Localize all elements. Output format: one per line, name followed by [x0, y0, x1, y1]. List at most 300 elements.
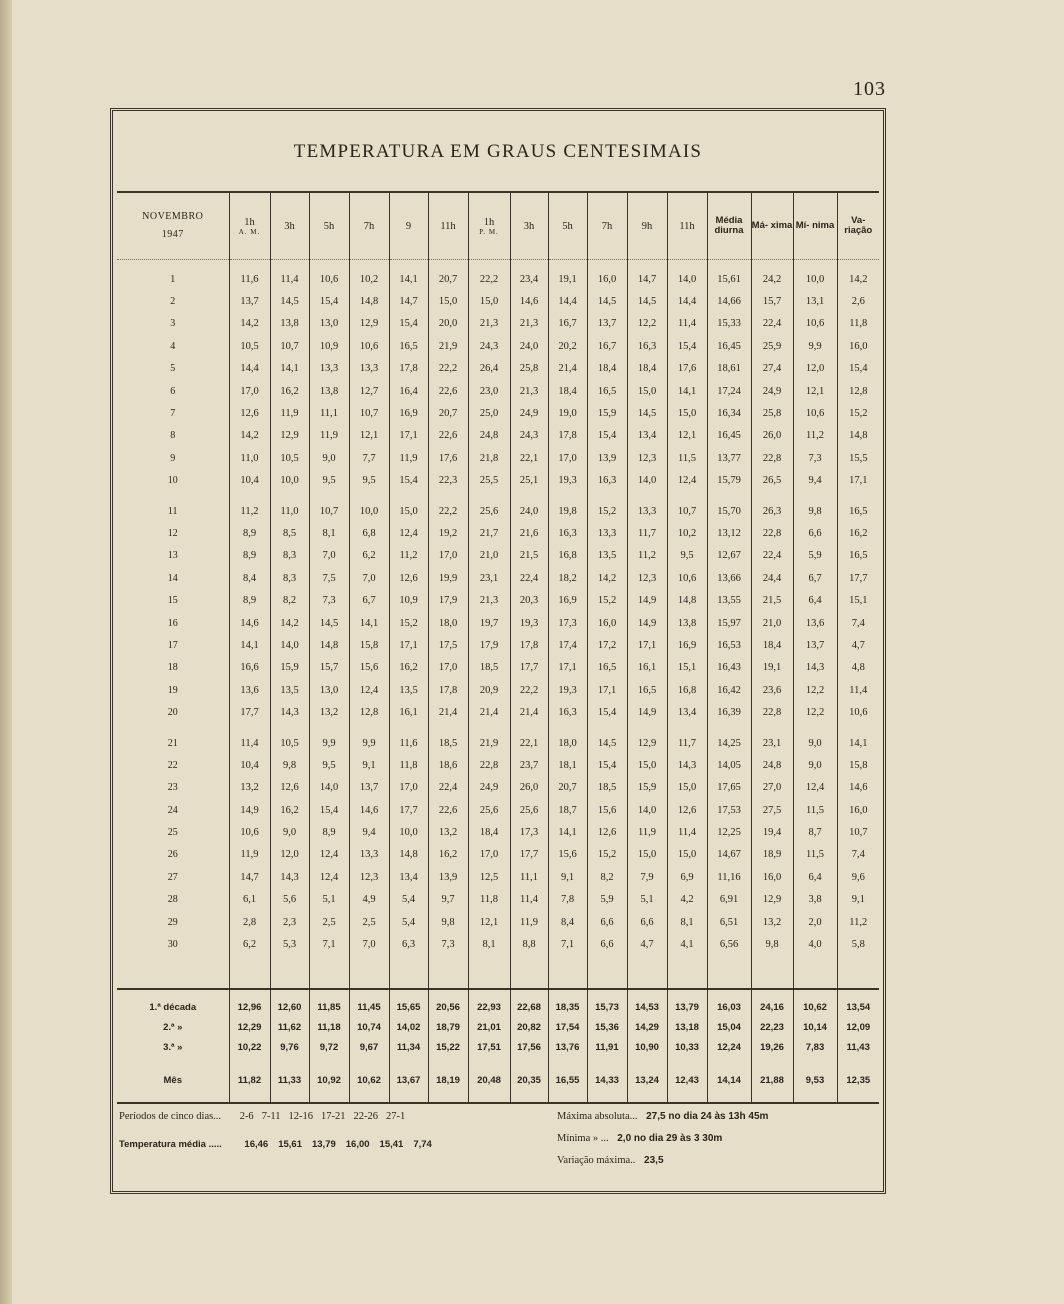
- value-cell: 12,2: [627, 313, 667, 335]
- table-row: [117, 268, 879, 290]
- value-cell: 20,7: [548, 777, 587, 799]
- value-cell: 12,3: [349, 866, 389, 888]
- value-cell: 10,7: [309, 500, 349, 522]
- value-cell: 20,7: [428, 402, 468, 424]
- value-cell: 21,88: [751, 1066, 793, 1096]
- value-cell: 6,4: [793, 589, 837, 611]
- spacer-cell: [751, 989, 793, 998]
- spacer-cell: [667, 989, 707, 998]
- table-row: [117, 754, 879, 776]
- table-row: [117, 889, 879, 911]
- value-cell: 6,2: [349, 545, 389, 567]
- row-label: 29: [167, 916, 178, 928]
- value-cell: 6,6: [587, 933, 627, 955]
- value-cell: 27,4: [751, 358, 793, 380]
- value-cell: 17,56: [510, 1038, 548, 1058]
- value-cell: 13,7: [793, 634, 837, 656]
- value-cell: 12,9: [349, 313, 389, 335]
- value-cell: 13,67: [389, 1066, 428, 1096]
- value-cell: 12,43: [667, 1066, 707, 1096]
- value-cell: 9,8: [793, 500, 837, 522]
- spacer-cell: [349, 1096, 389, 1103]
- value-cell: 22,4: [510, 567, 548, 589]
- value-cell: 18,2: [548, 567, 587, 589]
- row-label: Mês: [163, 1075, 182, 1087]
- value-cell: 8,4: [548, 911, 587, 933]
- value-cell: 21,9: [468, 732, 510, 754]
- value-cell: 11,4: [667, 821, 707, 843]
- hour-header: [587, 192, 627, 260]
- value-cell: 8,9: [229, 589, 270, 611]
- value-cell: 9,9: [793, 335, 837, 357]
- table-title: TEMPERATURA EM GRAUS CENTESIMAIS: [293, 141, 703, 162]
- value-cell: 6,56: [707, 933, 751, 955]
- value-cell: 11,4: [510, 889, 548, 911]
- maxima-header: Má- xima: [751, 192, 793, 260]
- value-cell: 10,6: [349, 335, 389, 357]
- value-cell: 24,16: [751, 998, 793, 1018]
- mean-temp-line: [119, 1139, 432, 1150]
- table-row: [117, 732, 879, 754]
- value-cell: 15,4: [587, 701, 627, 723]
- table-row: [117, 358, 879, 380]
- spacer-cell: [428, 1096, 468, 1103]
- spacer-cell: [349, 260, 389, 269]
- spacer-cell: [707, 492, 751, 500]
- value-cell: 14,53: [627, 998, 667, 1018]
- value-cell: 17,7: [229, 701, 270, 723]
- value-cell: 17,24: [707, 380, 751, 402]
- value-cell: 16,42: [707, 679, 751, 701]
- value-cell: 12,5: [468, 866, 510, 888]
- row-label: 17: [167, 639, 178, 651]
- value-cell: 9,5: [349, 470, 389, 492]
- value-cell: 11,9: [309, 425, 349, 447]
- value-cell: 8,9: [229, 545, 270, 567]
- value-cell: 24,9: [751, 380, 793, 402]
- spacer-cell: [793, 989, 837, 998]
- value-cell: 6,7: [793, 567, 837, 589]
- spacer-cell: [229, 1096, 270, 1103]
- spacer-cell: [270, 956, 309, 989]
- value-cell: 17,7: [837, 567, 879, 589]
- spacer-cell: [510, 1058, 548, 1066]
- value-cell: 5,9: [793, 545, 837, 567]
- value-cell: 14,02: [389, 1018, 428, 1038]
- row-label: 21: [167, 737, 178, 749]
- value-cell: 16,9: [389, 402, 428, 424]
- value-cell: 25,8: [751, 402, 793, 424]
- value-cell: 15,0: [389, 500, 428, 522]
- value-cell: 15,4: [389, 470, 428, 492]
- value-cell: 14,4: [667, 290, 707, 312]
- value-cell: 17,2: [587, 634, 627, 656]
- value-cell: 13,0: [309, 313, 349, 335]
- mean-temp-value: 15,61: [278, 1139, 302, 1150]
- value-cell: 22,6: [428, 425, 468, 447]
- value-cell: 14,7: [389, 290, 428, 312]
- value-cell: 14,2: [837, 268, 879, 290]
- value-cell: 12,35: [837, 1066, 879, 1096]
- value-cell: 16,03: [707, 998, 751, 1018]
- value-cell: 10,5: [270, 447, 309, 469]
- table-row: [117, 701, 879, 723]
- value-cell: 4,2: [667, 889, 707, 911]
- value-cell: 16,2: [428, 844, 468, 866]
- value-cell: 21,3: [468, 313, 510, 335]
- value-cell: 6,51: [707, 911, 751, 933]
- table-row: [117, 612, 879, 634]
- value-cell: 11,7: [667, 732, 707, 754]
- value-cell: 10,0: [793, 268, 837, 290]
- value-cell: 12,29: [229, 1018, 270, 1038]
- value-cell: 18,6: [428, 754, 468, 776]
- value-cell: 13,6: [793, 612, 837, 634]
- spacer-cell: [117, 989, 229, 998]
- value-cell: 22,6: [428, 799, 468, 821]
- value-cell: 9,67: [349, 1038, 389, 1058]
- value-cell: 13,5: [389, 679, 428, 701]
- value-cell: 12,9: [270, 425, 309, 447]
- value-cell: 13,9: [428, 866, 468, 888]
- value-cell: 16,5: [837, 500, 879, 522]
- spacer-cell: [309, 1058, 349, 1066]
- spacer-cell: [349, 492, 389, 500]
- value-cell: 24,0: [510, 335, 548, 357]
- value-cell: 13,76: [548, 1038, 587, 1058]
- value-cell: 5,6: [270, 889, 309, 911]
- value-cell: 26,4: [468, 358, 510, 380]
- value-cell: 18,5: [587, 777, 627, 799]
- value-cell: 15,04: [707, 1018, 751, 1038]
- value-cell: 12,0: [270, 844, 309, 866]
- value-cell: 14,2: [229, 425, 270, 447]
- value-cell: 17,54: [548, 1018, 587, 1038]
- value-cell: 18,19: [428, 1066, 468, 1096]
- value-cell: 15,65: [389, 998, 428, 1018]
- value-cell: 14,1: [389, 268, 428, 290]
- value-cell: 21,7: [468, 522, 510, 544]
- value-cell: 18,4: [627, 358, 667, 380]
- spacer-cell: [548, 1096, 587, 1103]
- value-cell: 14,1: [837, 732, 879, 754]
- spacer-cell: [117, 724, 229, 732]
- value-cell: 23,1: [468, 567, 510, 589]
- hour-header: [548, 192, 587, 260]
- value-cell: 17,53: [707, 799, 751, 821]
- value-cell: 20,0: [428, 313, 468, 335]
- value-cell: 15,2: [587, 589, 627, 611]
- value-cell: 17,6: [667, 358, 707, 380]
- spacer-cell: [468, 724, 510, 732]
- row-label: 7: [170, 408, 176, 420]
- max-abs-label: Máxima absoluta...: [557, 1111, 638, 1122]
- period-value: 22-26: [353, 1111, 379, 1122]
- value-cell: 17,7: [389, 799, 428, 821]
- mean-temp-value: 13,79: [311, 1139, 336, 1150]
- value-cell: 12,2: [793, 679, 837, 701]
- value-cell: 11,4: [229, 732, 270, 754]
- value-cell: 13,3: [349, 844, 389, 866]
- row-label: 6: [170, 385, 176, 397]
- value-cell: 13,2: [229, 777, 270, 799]
- value-cell: 9,7: [428, 889, 468, 911]
- spacer-cell: [837, 492, 879, 500]
- value-cell: 14,9: [627, 589, 667, 611]
- value-cell: 12,7: [349, 380, 389, 402]
- value-cell: 16,45: [707, 335, 751, 357]
- hour-label: 3h: [523, 220, 535, 232]
- spacer-cell: [587, 989, 627, 998]
- value-cell: 8,7: [793, 821, 837, 843]
- value-cell: 12,4: [793, 777, 837, 799]
- value-cell: 8,9: [309, 821, 349, 843]
- value-cell: 13,0: [309, 679, 349, 701]
- mean-temp-values: [234, 1139, 431, 1150]
- spacer-cell: [587, 260, 627, 269]
- value-cell: 19,1: [548, 268, 587, 290]
- value-cell: 13,4: [667, 701, 707, 723]
- value-cell: 6,3: [389, 933, 428, 955]
- value-cell: 17,51: [468, 1038, 510, 1058]
- value-cell: 18,0: [428, 612, 468, 634]
- spacer-cell: [117, 956, 229, 989]
- spacer-cell: [837, 724, 879, 732]
- spacer-cell: [793, 724, 837, 732]
- value-cell: 10,6: [793, 313, 837, 335]
- spacer-cell: [837, 1058, 879, 1066]
- value-cell: 22,93: [468, 998, 510, 1018]
- value-cell: 11,85: [309, 998, 349, 1018]
- value-cell: 12,6: [229, 402, 270, 424]
- row-label: 24: [167, 804, 178, 816]
- hour-label: 9h: [641, 220, 653, 232]
- periods-label: Períodos de cinco dias...: [119, 1111, 222, 1122]
- row-label: 1.ª década: [149, 1002, 197, 1014]
- value-cell: 12,6: [270, 777, 309, 799]
- value-cell: 11,5: [793, 799, 837, 821]
- value-cell: 6,91: [707, 889, 751, 911]
- value-cell: 11,0: [229, 447, 270, 469]
- value-cell: 13,5: [587, 545, 627, 567]
- value-cell: 25,6: [510, 799, 548, 821]
- value-cell: 14,6: [229, 612, 270, 634]
- value-cell: 14,2: [587, 567, 627, 589]
- value-cell: 10,4: [229, 754, 270, 776]
- value-cell: 6,4: [793, 866, 837, 888]
- spacer-cell: [751, 1058, 793, 1066]
- value-cell: 11,33: [270, 1066, 309, 1096]
- spacer-cell: [389, 492, 428, 500]
- value-cell: 13,55: [707, 589, 751, 611]
- spacer-cell: [627, 1058, 667, 1066]
- value-cell: 10,14: [793, 1018, 837, 1038]
- value-cell: 17,1: [837, 470, 879, 492]
- value-cell: 18,79: [428, 1018, 468, 1038]
- value-cell: 22,8: [751, 447, 793, 469]
- value-cell: 5,4: [389, 911, 428, 933]
- row-label: 3: [170, 318, 176, 330]
- value-cell: 6,6: [587, 911, 627, 933]
- spacer-cell: [428, 724, 468, 732]
- value-cell: 16,2: [837, 522, 879, 544]
- value-cell: 11,5: [793, 844, 837, 866]
- value-cell: 19,2: [428, 522, 468, 544]
- hour-label: 3h: [284, 220, 295, 232]
- value-cell: 15,6: [587, 799, 627, 821]
- value-cell: 19,4: [751, 821, 793, 843]
- value-cell: 10,6: [229, 821, 270, 843]
- value-cell: 11,7: [627, 522, 667, 544]
- value-cell: 16,5: [837, 545, 879, 567]
- value-cell: 10,7: [270, 335, 309, 357]
- value-cell: 18,1: [548, 754, 587, 776]
- mean-temp-value: 7,74: [413, 1139, 432, 1150]
- spacer-cell: [510, 724, 548, 732]
- value-cell: 10,6: [667, 567, 707, 589]
- temperature-table: [117, 191, 879, 1104]
- value-cell: 8,3: [270, 545, 309, 567]
- value-cell: 25,6: [468, 500, 510, 522]
- value-cell: 13,8: [667, 612, 707, 634]
- hour-period-label: P. M.: [479, 227, 499, 236]
- spacer-cell: [667, 956, 707, 989]
- row-label: 18: [167, 662, 178, 674]
- value-cell: 12,4: [309, 844, 349, 866]
- spacer-cell: [548, 956, 587, 989]
- value-cell: 26,3: [751, 500, 793, 522]
- value-cell: 14,3: [667, 754, 707, 776]
- spacer-cell: [587, 724, 627, 732]
- period-value: 12-16: [288, 1111, 314, 1122]
- hour-label: 1h: [244, 216, 255, 228]
- row-label: 23: [167, 782, 178, 794]
- value-cell: 2,5: [349, 911, 389, 933]
- variacao-header: Va- riação: [837, 192, 879, 260]
- spacer-cell: [667, 492, 707, 500]
- value-cell: 17,9: [468, 634, 510, 656]
- value-cell: 17,1: [587, 679, 627, 701]
- value-cell: 12,1: [349, 425, 389, 447]
- value-cell: 11,9: [510, 911, 548, 933]
- value-cell: 16,7: [587, 335, 627, 357]
- value-cell: 24,3: [510, 425, 548, 447]
- value-cell: 22,4: [751, 545, 793, 567]
- value-cell: 11,1: [510, 866, 548, 888]
- value-cell: 16,0: [837, 799, 879, 821]
- value-cell: 15,61: [707, 268, 751, 290]
- value-cell: 8,3: [270, 567, 309, 589]
- value-cell: 19,26: [751, 1038, 793, 1058]
- summary-row: [117, 1066, 879, 1096]
- value-cell: 17,1: [389, 425, 428, 447]
- value-cell: 21,3: [510, 313, 548, 335]
- value-cell: 21,6: [510, 522, 548, 544]
- spacer-cell: [309, 492, 349, 500]
- spacer-cell: [587, 492, 627, 500]
- value-cell: 13,8: [309, 380, 349, 402]
- value-cell: 5,4: [389, 889, 428, 911]
- value-cell: 11,2: [627, 545, 667, 567]
- hour-header: [428, 192, 468, 260]
- spacer-cell: [707, 989, 751, 998]
- value-cell: 14,4: [229, 358, 270, 380]
- value-cell: 15,0: [627, 380, 667, 402]
- spacer-cell: [349, 1058, 389, 1066]
- value-cell: 17,0: [229, 380, 270, 402]
- value-cell: 15,4: [837, 358, 879, 380]
- value-cell: 11,6: [389, 732, 428, 754]
- table-row: [117, 634, 879, 656]
- value-cell: 15,4: [309, 799, 349, 821]
- header-gap-row: [117, 260, 879, 269]
- value-cell: 7,83: [793, 1038, 837, 1058]
- spacer-cell: [793, 492, 837, 500]
- value-cell: 15,8: [349, 634, 389, 656]
- value-cell: 2,5: [309, 911, 349, 933]
- value-cell: 19,1: [751, 657, 793, 679]
- value-cell: 6,7: [349, 589, 389, 611]
- table-row: [117, 470, 879, 492]
- value-cell: 7,7: [349, 447, 389, 469]
- hour-label: 11h: [679, 220, 695, 232]
- bottom-space-row: [117, 956, 879, 989]
- value-cell: 20,3: [510, 589, 548, 611]
- value-cell: 14,1: [548, 821, 587, 843]
- value-cell: 10,5: [270, 732, 309, 754]
- value-cell: 15,0: [627, 754, 667, 776]
- value-cell: 12,8: [349, 701, 389, 723]
- value-cell: 14,8: [837, 425, 879, 447]
- value-cell: 15,7: [309, 657, 349, 679]
- value-cell: 17,4: [548, 634, 587, 656]
- value-cell: 9,5: [667, 545, 707, 567]
- spacer-cell: [793, 1058, 837, 1066]
- value-cell: 14,3: [270, 866, 309, 888]
- value-cell: 19,8: [548, 500, 587, 522]
- value-cell: 19,3: [548, 470, 587, 492]
- value-cell: 14,9: [627, 701, 667, 723]
- value-cell: 14,8: [349, 290, 389, 312]
- value-cell: 17,3: [548, 612, 587, 634]
- value-cell: 21,0: [751, 612, 793, 634]
- value-cell: 16,5: [627, 679, 667, 701]
- value-cell: 22,8: [468, 754, 510, 776]
- spacer-cell: [587, 1058, 627, 1066]
- value-cell: 14,2: [270, 612, 309, 634]
- value-cell: 26,0: [751, 425, 793, 447]
- table-row: [117, 657, 879, 679]
- summary-row: [117, 1018, 879, 1038]
- value-cell: 17,1: [389, 634, 428, 656]
- value-cell: 7,0: [349, 933, 389, 955]
- value-cell: 22,4: [751, 313, 793, 335]
- value-cell: 16,9: [548, 589, 587, 611]
- value-cell: 15,0: [428, 290, 468, 312]
- value-cell: 24,9: [510, 402, 548, 424]
- value-cell: 24,8: [751, 754, 793, 776]
- value-cell: 11,91: [587, 1038, 627, 1058]
- value-cell: 16,5: [587, 657, 627, 679]
- table-row: [117, 866, 879, 888]
- value-cell: 14,5: [587, 290, 627, 312]
- value-cell: 16,8: [667, 679, 707, 701]
- value-cell: 21,4: [428, 701, 468, 723]
- value-cell: 14,7: [627, 268, 667, 290]
- value-cell: 8,1: [468, 933, 510, 955]
- value-cell: 23,6: [751, 679, 793, 701]
- spacer-cell: [751, 1096, 793, 1103]
